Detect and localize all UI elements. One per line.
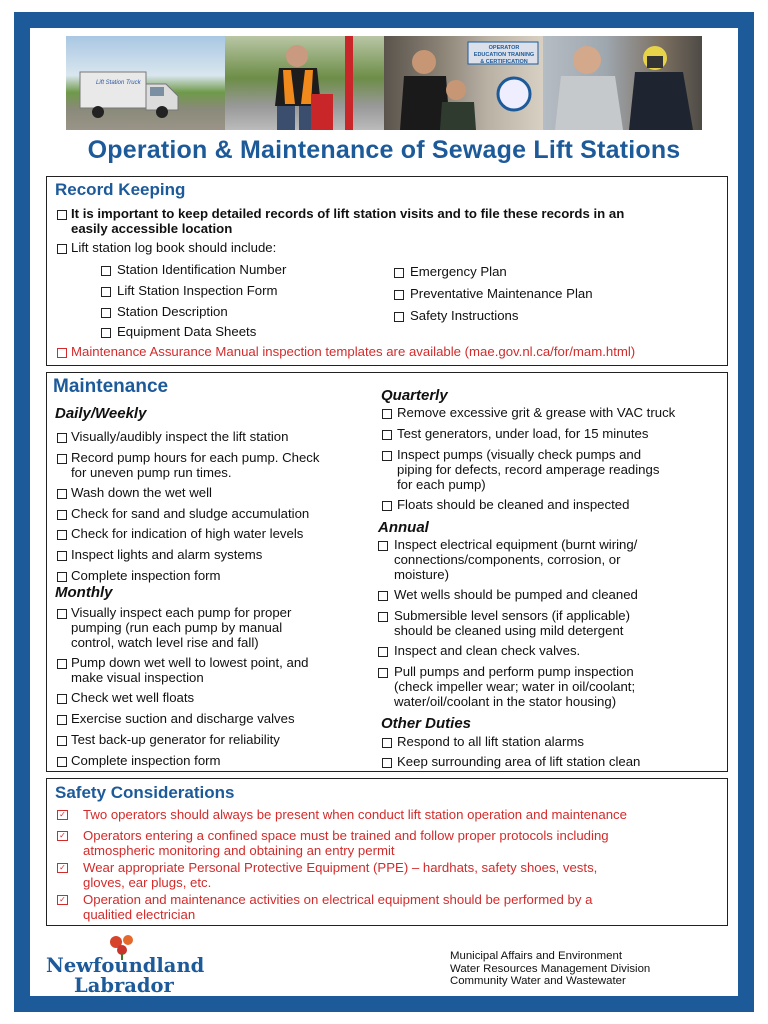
maintenance-task-line: (check impeller wear; water in oil/coolant; (394, 679, 636, 694)
logo-text-labrador: Labrador (74, 974, 174, 997)
maintenance-task-line: control, watch level rise and fall) (71, 635, 259, 650)
checkbox-checked-icon: ✓ (57, 895, 68, 905)
checkbox-icon (378, 591, 388, 601)
checkbox-icon (57, 510, 67, 520)
maintenance-task-line: water/oil/coolant in the stator housing) (394, 694, 617, 709)
photo-confined-space-gear (543, 36, 702, 130)
checkbox-icon (378, 612, 388, 622)
checkbox-icon (378, 647, 388, 657)
maintenance-task-line: make visual inspection (71, 670, 204, 685)
photo-truck (66, 36, 225, 130)
maintenance-task-line: Inspect and clean check valves. (394, 643, 581, 658)
safety-item-line: gloves, ear plugs, etc. (83, 875, 212, 890)
checkbox-icon (101, 266, 111, 276)
maintenance-task-line: piping for defects, record amperage readings (397, 462, 660, 477)
newfoundland-labrador-logo (46, 934, 205, 997)
maintenance-task-line: Floats should be cleaned and inspected (397, 497, 630, 512)
checkbox-icon (57, 454, 67, 464)
truck-icon (78, 70, 182, 120)
maintenance-task-line: Complete inspection form (71, 753, 221, 768)
checkbox-icon (57, 757, 67, 767)
checkbox-icon (101, 328, 111, 338)
record-log-item: Station Identification Number (117, 262, 287, 277)
checkbox-icon (101, 308, 111, 318)
maintenance-task-line: Submersible level sensors (if applicable) (394, 608, 631, 623)
maintenance-task-line: Pull pumps and perform pump inspection (394, 664, 634, 679)
maintenance-task-line: pumping (run each pump by manual (71, 620, 283, 635)
checkbox-icon (57, 736, 67, 746)
checkbox-icon (382, 758, 392, 768)
truck-label: Lift Station Truck (96, 80, 141, 86)
other-duties-heading: Other Duties (381, 715, 472, 732)
maintenance-task-line: Pump down wet well to lowest point, and (71, 655, 309, 670)
checkbox-checked-icon: ✓ (57, 810, 68, 820)
checkbox-icon (378, 541, 388, 551)
checkbox-icon (394, 290, 404, 300)
maintenance-task-line: Visually/audibly inspect the lift station (71, 429, 289, 444)
maintenance-task-line: Wet wells should be pumped and cleaned (394, 587, 638, 602)
checkbox-icon (382, 501, 392, 511)
footer-department (450, 950, 650, 988)
checkbox-checked-icon: ✓ (57, 831, 68, 841)
record-log-item: Preventative Maintenance Plan (410, 286, 593, 301)
safety-item-line: Operation and maintenance activities on electrical equipment should be performed by a (83, 892, 593, 907)
training-sign: OPERATOR EDUCATION TRAINING & CERTIFICATION (473, 45, 535, 65)
maintenance-task-line: for each pump) (397, 477, 486, 492)
checkbox-icon (57, 433, 67, 443)
checkbox-icon (57, 694, 67, 704)
checkbox-checked-icon: ✓ (57, 863, 68, 873)
record-log-item: Equipment Data Sheets (117, 324, 257, 339)
record-mam-note: Maintenance Assurance Manual inspection templates are available (mae.gov.nl.ca/for/mam.html) (71, 344, 636, 359)
safety-item-line: Two operators should always be present when conduct lift station operation and maintenance (83, 807, 627, 822)
checkbox-icon (57, 244, 67, 254)
record-keeping-heading: Record Keeping (55, 180, 186, 199)
checkbox-icon (394, 268, 404, 278)
record-log-item: Safety Instructions (410, 308, 519, 323)
checkbox-icon (382, 409, 392, 419)
safety-item-line: Operators entering a confined space must be trained and follow proper protocols including (83, 828, 609, 843)
record-log-item: Emergency Plan (410, 264, 507, 279)
photo-strip (66, 36, 702, 130)
maintenance-task-line: Inspect electrical equipment (burnt wiring/ (394, 537, 638, 552)
safety-heading: Safety Considerations (55, 783, 235, 802)
quarterly-heading: Quarterly (381, 387, 448, 404)
monthly-heading: Monthly (55, 584, 113, 601)
maintenance-task-line: Respond to all lift station alarms (397, 734, 584, 749)
maintenance-task-line: Record pump hours for each pump. Check (71, 450, 320, 465)
checkbox-icon (382, 430, 392, 440)
checkbox-icon (382, 738, 392, 748)
maintenance-task-line: moisture) (394, 567, 449, 582)
daily-weekly-heading: Daily/Weekly (55, 405, 147, 422)
checkbox-icon (57, 609, 67, 619)
logo-text-newfoundland: Newfoundland (46, 954, 205, 977)
maintenance-task-line: Keep surrounding area of lift station clean (397, 754, 641, 769)
checkbox-icon (101, 287, 111, 297)
maintenance-task-line: Check for indication of high water levels (71, 526, 304, 541)
maintenance-task-line: Visually inspect each pump for proper (71, 605, 292, 620)
maintenance-task-line: Test back-up generator for reliability (71, 732, 280, 747)
checkbox-icon (382, 451, 392, 461)
checkbox-icon (57, 551, 67, 561)
record-item-1-line-2: easily accessible location (71, 221, 233, 236)
checkbox-icon (394, 312, 404, 322)
record-log-item: Station Description (117, 304, 228, 319)
checkbox-icon (57, 489, 67, 499)
footer-line: Municipal Affairs and Environment (450, 950, 623, 962)
checkbox-icon (57, 572, 67, 582)
photo-operator-hydrant (225, 36, 384, 130)
checkbox-icon (57, 715, 67, 725)
photo-operator-training (384, 36, 543, 130)
checkbox-icon (57, 530, 67, 540)
annual-heading: Annual (378, 519, 429, 536)
checkbox-icon (378, 668, 388, 678)
maintenance-task-line: Remove excessive grit & grease with VAC truck (397, 405, 676, 420)
record-item-2: Lift station log book should include: (71, 240, 277, 255)
maintenance-task-line: Check wet well floats (71, 690, 195, 705)
maintenance-heading: Maintenance (53, 376, 169, 397)
scba-figure-icon (543, 36, 702, 130)
record-log-item: Lift Station Inspection Form (117, 283, 278, 298)
footer-line: Water Resources Management Division (450, 962, 651, 975)
safety-item-line: atmospheric monitoring and obtaining an entry permit (83, 843, 395, 858)
operator-figure-icon (225, 36, 384, 130)
maintenance-task-line: Exercise suction and discharge valves (71, 711, 295, 726)
page-title: Operation & Maintenance of Sewage Lift Stations (87, 136, 681, 164)
checkbox-icon (57, 210, 67, 220)
maintenance-task-line: Complete inspection form (71, 568, 221, 583)
record-item-1-line-1: It is important to keep detailed records of lift station visits and to file these records in an (71, 206, 625, 221)
maintenance-task-line: Inspect lights and alarm systems (71, 547, 263, 562)
safety-item-line: Wear appropriate Personal Protective Equipment (PPE) – hardhats, safety shoes, vests, (83, 860, 598, 875)
footer-line: Community Water and Wastewater (450, 975, 626, 987)
maintenance-task-line: Test generators, under load, for 15 minutes (397, 426, 649, 441)
maintenance-task-line: Wash down the wet well (71, 485, 212, 500)
maintenance-task-line: should be cleaned using mild detergent (394, 623, 624, 638)
maintenance-task-line: Check for sand and sludge accumulation (71, 506, 310, 521)
checkbox-icon (57, 348, 67, 358)
maintenance-task-line: connections/components, corrosion, or (394, 552, 621, 567)
safety-item-line: qualitied electrician (83, 907, 196, 922)
maintenance-task-line: Inspect pumps (visually check pumps and (397, 447, 642, 462)
maintenance-task-line: for uneven pump run times. (71, 465, 232, 480)
checkbox-icon (57, 659, 67, 669)
